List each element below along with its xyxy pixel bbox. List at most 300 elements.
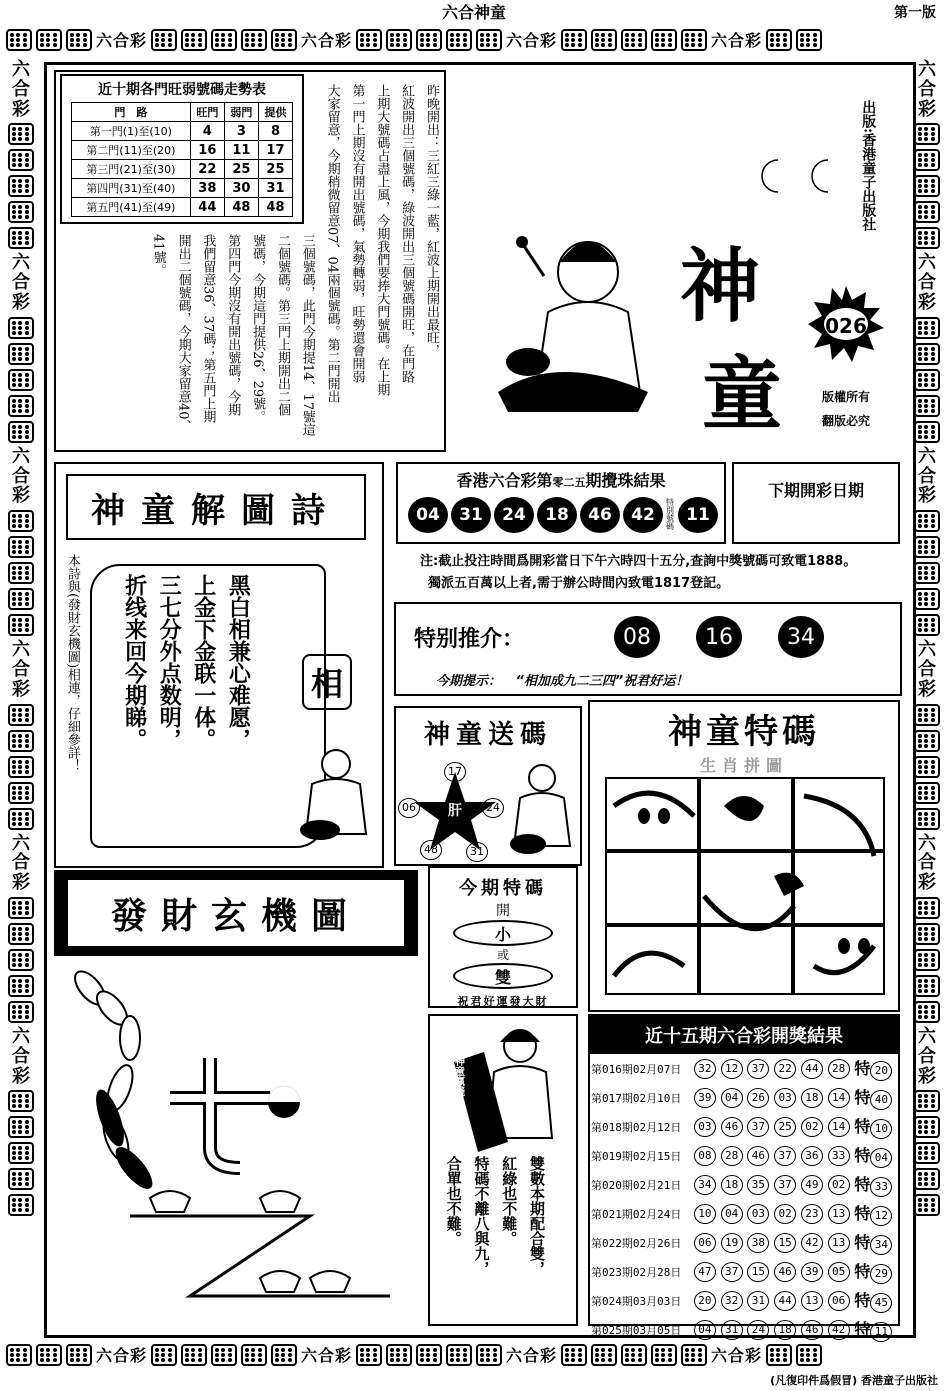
special-code-title: 神童特碼 bbox=[668, 712, 820, 752]
dot-tile-icon bbox=[914, 704, 940, 726]
analysis-column: 第一門上期沒有開出號碼，氣勢轉弱，旺勢還會開弱 bbox=[349, 84, 365, 383]
result-number: 37 bbox=[747, 1117, 769, 1137]
result-number: 38 bbox=[747, 1233, 769, 1253]
result-number: 18 bbox=[721, 1175, 743, 1195]
result-number: 13 bbox=[801, 1291, 823, 1311]
dot-tile-icon bbox=[914, 510, 940, 532]
recommend-title: 特别推介： bbox=[414, 626, 525, 652]
result-number: 15 bbox=[774, 1233, 796, 1253]
result-number: 02 bbox=[801, 1117, 823, 1137]
result-period: 第016期02月07日 bbox=[591, 1062, 682, 1076]
gift-number: 17 bbox=[444, 762, 466, 782]
dot-tile-icon bbox=[476, 1344, 502, 1366]
gift-number: 48 bbox=[420, 840, 442, 860]
result-special: 29 bbox=[870, 1264, 892, 1284]
dot-tile-icon bbox=[8, 317, 34, 339]
results-table bbox=[590, 1054, 898, 1344]
trend-header: 弱門 bbox=[224, 103, 258, 122]
dot-tile-icon bbox=[476, 29, 502, 51]
recommend-box bbox=[394, 602, 902, 696]
dot-tile-icon bbox=[914, 1001, 940, 1023]
dot-tile-icon bbox=[651, 29, 677, 51]
special-word: 特 bbox=[854, 1175, 871, 1194]
offer-cell: 31 bbox=[258, 179, 292, 198]
dot-tile-icon bbox=[914, 317, 940, 339]
draw-title-pre: 香港六合彩第 bbox=[456, 471, 553, 490]
dot-tile-icon bbox=[8, 949, 34, 971]
result-number: 31 bbox=[747, 1291, 769, 1311]
result-number: 28 bbox=[721, 1146, 743, 1166]
dot-tile-icon bbox=[914, 614, 940, 636]
dot-tile-icon bbox=[8, 421, 34, 443]
edition-label: 第一版 bbox=[894, 5, 936, 21]
dot-tile-icon bbox=[914, 730, 940, 752]
border-label: 六合彩 bbox=[918, 252, 936, 313]
dot-tile-icon bbox=[8, 149, 34, 171]
dot-tile-icon bbox=[416, 1344, 442, 1366]
dot-tile-icon bbox=[8, 123, 34, 145]
dot-tile-icon bbox=[8, 1194, 34, 1216]
result-special: 45 bbox=[870, 1293, 892, 1313]
weak-cell: 11 bbox=[224, 141, 258, 160]
special-code-box bbox=[588, 700, 900, 1012]
border-label: 六合彩 bbox=[918, 1025, 936, 1087]
left-border bbox=[8, 60, 34, 1216]
table-row bbox=[590, 1228, 898, 1257]
dot-tile-icon bbox=[8, 756, 34, 778]
dot-tile-icon bbox=[591, 1344, 617, 1366]
weak-cell: 48 bbox=[224, 198, 258, 217]
door-cell: 第五門(41)至(49) bbox=[72, 198, 191, 217]
result-number: 42 bbox=[801, 1233, 823, 1253]
hint-label: 今期提示： bbox=[436, 674, 502, 689]
border-label: 六合彩 bbox=[12, 252, 30, 313]
special-word: 特 bbox=[854, 1320, 871, 1339]
result-number: 03 bbox=[694, 1117, 716, 1137]
result-period: 第021期02月24日 bbox=[591, 1207, 682, 1221]
result-number: 13 bbox=[828, 1233, 850, 1253]
boy-small-icon bbox=[290, 744, 376, 844]
result-number: 04 bbox=[694, 1320, 716, 1340]
result-number: 46 bbox=[747, 1146, 769, 1166]
poem-side-note: 本詩與(發財玄機圖)相連，仔細參詳！ bbox=[64, 554, 80, 773]
recommend-number: 16 bbox=[696, 616, 742, 658]
dot-tile-icon bbox=[621, 29, 647, 51]
dot-tile-icon bbox=[211, 29, 237, 51]
offer-cell: 48 bbox=[258, 198, 292, 217]
draw-ball: 24 bbox=[494, 497, 534, 533]
result-number: 39 bbox=[801, 1262, 823, 1282]
table-row bbox=[590, 1112, 898, 1141]
dot-tile-icon bbox=[914, 975, 940, 997]
result-number: 24 bbox=[747, 1320, 769, 1340]
dot-tile-icon bbox=[66, 29, 92, 51]
recommend-number: 08 bbox=[614, 616, 660, 658]
result-number: 03 bbox=[747, 1204, 769, 1224]
result-number: 18 bbox=[774, 1320, 796, 1340]
poem-line: 上金下金联一体。 bbox=[190, 574, 217, 750]
special-label: 特別號碼 bbox=[666, 498, 674, 531]
door-cell: 第一門(1)至(10) bbox=[72, 122, 191, 141]
border-label: 六合彩 bbox=[506, 1346, 558, 1365]
dot-tile-icon bbox=[356, 1344, 382, 1366]
dot-tile-icon bbox=[914, 395, 940, 417]
results-box bbox=[588, 1014, 900, 1339]
dot-tile-icon bbox=[681, 29, 707, 51]
border-label: 六合彩 bbox=[711, 31, 763, 50]
special-word: 特 bbox=[854, 1117, 871, 1136]
dot-tile-icon bbox=[914, 808, 940, 830]
dot-tile-icon bbox=[914, 923, 940, 945]
analysis-column: 上期大號碼占盡上風，今期我們要捧大門號碼。在上期 bbox=[374, 84, 390, 396]
border-label: 六合彩 bbox=[918, 59, 936, 120]
boy-banner-text: 神童贏錢手 bbox=[452, 1056, 464, 1106]
result-number: 42 bbox=[828, 1320, 850, 1340]
result-number: 37 bbox=[721, 1262, 743, 1282]
issue-badge: 026 bbox=[825, 314, 867, 338]
dot-tile-icon bbox=[8, 704, 34, 726]
dot-tile-icon bbox=[8, 730, 34, 752]
trend-header: 門 路 bbox=[72, 103, 191, 122]
dot-tile-icon bbox=[8, 1090, 34, 1112]
special-word: 特 bbox=[854, 1088, 871, 1107]
recommend-number: 34 bbox=[778, 616, 824, 658]
dot-tile-icon bbox=[8, 536, 34, 558]
poem-char: 相 bbox=[302, 654, 352, 710]
border-label: 六合彩 bbox=[918, 445, 936, 507]
dot-tile-icon bbox=[914, 175, 940, 197]
draw-ball: 18 bbox=[537, 497, 577, 533]
result-period: 第020期02月21日 bbox=[591, 1178, 682, 1192]
gift-title: 神童送碼 bbox=[423, 720, 552, 750]
result-number: 46 bbox=[801, 1320, 823, 1340]
dot-tile-icon bbox=[796, 29, 822, 51]
result-number: 37 bbox=[774, 1146, 796, 1166]
result-number: 32 bbox=[694, 1059, 716, 1079]
dot-tile-icon bbox=[914, 201, 940, 223]
result-number: 06 bbox=[828, 1291, 850, 1311]
dot-tile-icon bbox=[8, 614, 34, 636]
result-special: 40 bbox=[870, 1090, 892, 1110]
analysis-column: 二個號碼。第三門上期開出二個 bbox=[274, 234, 290, 416]
weak-cell: 30 bbox=[224, 179, 258, 198]
strong-cell: 4 bbox=[190, 122, 224, 141]
dot-tile-icon bbox=[271, 29, 297, 51]
today-footer: 祝君好運發大財 bbox=[457, 995, 549, 1008]
dot-tile-icon bbox=[181, 29, 207, 51]
result-period: 第024期03月03日 bbox=[591, 1294, 682, 1308]
result-number: 05 bbox=[828, 1262, 850, 1282]
result-number: 33 bbox=[828, 1146, 850, 1166]
dot-tile-icon bbox=[914, 123, 940, 145]
result-number: 36 bbox=[801, 1146, 823, 1166]
analysis-column: 昨晚開出：三紅三綠一藍，紅波上期開出最旺， bbox=[424, 84, 439, 357]
gift-box bbox=[394, 706, 582, 866]
analysis-column: 紅波開出三個號碼，綠波開出三個號碼開旺，在門路 bbox=[399, 84, 415, 383]
dot-tile-icon bbox=[241, 1344, 267, 1366]
dot-tile-icon bbox=[796, 1344, 822, 1366]
result-number: 19 bbox=[721, 1233, 743, 1253]
result-number: 13 bbox=[828, 1204, 850, 1224]
tip-column: 特碼不離八與九， bbox=[472, 1156, 491, 1276]
analysis-column: 號碼，今期這門提供26、29號。 bbox=[250, 234, 266, 424]
today-or: 或 bbox=[496, 948, 509, 962]
draw-ball: 04 bbox=[408, 497, 448, 533]
result-number: 23 bbox=[801, 1204, 823, 1224]
result-number: 44 bbox=[801, 1059, 823, 1079]
dot-tile-icon bbox=[36, 29, 62, 51]
footer-note: (凡復印件爲假冒) 香港童子出版社 bbox=[770, 1374, 938, 1387]
result-number: 37 bbox=[774, 1175, 796, 1195]
result-number: 49 bbox=[801, 1175, 823, 1195]
dot-tile-icon bbox=[8, 369, 34, 391]
trend-header: 提供 bbox=[258, 103, 292, 122]
dot-tile-icon bbox=[914, 756, 940, 778]
result-number: 12 bbox=[721, 1059, 743, 1079]
dot-tile-icon bbox=[914, 536, 940, 558]
border-label: 六合彩 bbox=[12, 832, 30, 894]
dot-tile-icon bbox=[914, 1194, 940, 1216]
table-row bbox=[590, 1257, 898, 1286]
result-number: 28 bbox=[828, 1059, 850, 1079]
border-label: 六合彩 bbox=[96, 31, 148, 50]
door-cell: 第三門(21)至(30) bbox=[72, 160, 191, 179]
gift-number: 24 bbox=[482, 798, 504, 818]
analysis-column: 大家留意，今期稍微留意07、04兩個號碼。第二門開出 bbox=[324, 84, 340, 404]
dot-tile-icon bbox=[8, 175, 34, 197]
result-special: 10 bbox=[870, 1119, 892, 1139]
draw-balls bbox=[398, 491, 724, 533]
result-period: 第023期02月28日 bbox=[591, 1265, 682, 1279]
rights-line-2: 翻版必究 bbox=[822, 414, 871, 428]
analysis-column: 開出二個號碼，今期大家留意40、 bbox=[175, 234, 191, 433]
table-row bbox=[590, 1199, 898, 1228]
table-row bbox=[590, 1286, 898, 1315]
poem-line: 黑白相兼心难愿， bbox=[225, 574, 252, 750]
dot-tile-icon bbox=[8, 227, 34, 249]
special-word: 特 bbox=[854, 1233, 871, 1252]
dot-tile-icon bbox=[8, 510, 34, 532]
offer-cell: 8 bbox=[258, 122, 292, 141]
border-label: 六合彩 bbox=[96, 1346, 148, 1365]
result-special: 04 bbox=[870, 1148, 892, 1168]
draw-ball: 42 bbox=[623, 497, 663, 533]
dot-tile-icon bbox=[914, 1116, 940, 1138]
offer-cell: 17 bbox=[258, 141, 292, 160]
result-number: 34 bbox=[694, 1175, 716, 1195]
next-draw-label: 下期開彩日期 bbox=[767, 481, 864, 500]
border-label: 六合彩 bbox=[711, 1346, 763, 1365]
boy-tips-box bbox=[428, 1014, 578, 1326]
gift-center: 肝 bbox=[448, 803, 462, 819]
result-number: 37 bbox=[747, 1059, 769, 1079]
result-period: 第022期02月26日 bbox=[591, 1236, 682, 1250]
dot-tile-icon bbox=[446, 1344, 472, 1366]
result-number: 03 bbox=[774, 1088, 796, 1108]
dot-tile-icon bbox=[8, 1168, 34, 1190]
today-title: 今期特碼 bbox=[459, 878, 547, 899]
boy-tips-text bbox=[442, 1156, 547, 1322]
publisher-line: 出版:香港童子出版社 bbox=[860, 100, 877, 232]
dot-tile-icon bbox=[6, 29, 32, 51]
strong-cell: 44 bbox=[190, 198, 224, 217]
top-border bbox=[6, 28, 822, 51]
dot-tile-icon bbox=[914, 782, 940, 804]
dot-tile-icon bbox=[241, 29, 267, 51]
tip-column: 合單也不難。 bbox=[444, 1156, 463, 1246]
dot-tile-icon bbox=[8, 897, 34, 919]
border-label: 六合彩 bbox=[301, 31, 353, 50]
result-number: 14 bbox=[828, 1088, 850, 1108]
boy-illustration-icon bbox=[488, 222, 668, 418]
result-number: 14 bbox=[828, 1117, 850, 1137]
poem-box bbox=[54, 462, 384, 868]
special-ball: 11 bbox=[678, 497, 718, 533]
table-row bbox=[590, 1141, 898, 1170]
dot-tile-icon bbox=[8, 1116, 34, 1138]
today-box bbox=[428, 866, 578, 1008]
dot-tile-icon bbox=[914, 421, 940, 443]
logo-shen: 神 bbox=[680, 239, 760, 333]
special-word: 特 bbox=[854, 1146, 871, 1165]
result-number: 20 bbox=[694, 1291, 716, 1311]
dot-tile-icon bbox=[8, 588, 34, 610]
dot-tile-icon bbox=[8, 808, 34, 830]
result-number: 26 bbox=[747, 1088, 769, 1108]
result-special: 11 bbox=[870, 1322, 892, 1342]
dot-tile-icon bbox=[914, 227, 940, 249]
dot-tile-icon bbox=[561, 1344, 587, 1366]
door-cell: 第四門(31)至(40) bbox=[72, 179, 191, 198]
dot-tile-icon bbox=[681, 1344, 707, 1366]
dot-tile-icon bbox=[914, 149, 940, 171]
fortune-title-frame bbox=[54, 870, 418, 956]
dot-tile-icon bbox=[766, 1344, 792, 1366]
strong-cell: 38 bbox=[190, 179, 224, 198]
poem-line: 折线来回今期睇。 bbox=[121, 574, 148, 750]
result-number: 15 bbox=[747, 1262, 769, 1282]
dot-tile-icon bbox=[621, 1344, 647, 1366]
result-period: 第017期02月10日 bbox=[591, 1091, 682, 1105]
offer-cell: 25 bbox=[258, 160, 292, 179]
result-period: 第018期02月12日 bbox=[591, 1120, 682, 1134]
result-number: 39 bbox=[694, 1088, 716, 1108]
dot-tile-icon bbox=[914, 897, 940, 919]
trend-header: 旺門 bbox=[190, 103, 224, 122]
table-row bbox=[590, 1054, 898, 1083]
result-special: 34 bbox=[870, 1235, 892, 1255]
logo-tong: 童 bbox=[702, 347, 782, 441]
next-draw-box bbox=[732, 462, 900, 544]
result-number: 08 bbox=[694, 1146, 716, 1166]
result-number: 32 bbox=[721, 1291, 743, 1311]
result-period: 第025期03月05日 bbox=[591, 1323, 682, 1337]
analysis-column: 41號。 bbox=[150, 234, 166, 277]
special-word: 特 bbox=[854, 1262, 871, 1281]
draw-period: 零二五 bbox=[552, 476, 586, 489]
dot-tile-icon bbox=[591, 29, 617, 51]
dot-tile-icon bbox=[561, 29, 587, 51]
dot-tile-icon bbox=[211, 1344, 237, 1366]
bottom-border bbox=[6, 1343, 822, 1366]
table-row bbox=[590, 1170, 898, 1199]
dot-tile-icon bbox=[416, 29, 442, 51]
special-word: 特 bbox=[854, 1291, 871, 1310]
border-label: 六合彩 bbox=[506, 31, 558, 50]
dot-tile-icon bbox=[914, 562, 940, 584]
dot-tile-icon bbox=[914, 369, 940, 391]
result-number: 47 bbox=[694, 1262, 716, 1282]
dot-tile-icon bbox=[8, 562, 34, 584]
analysis-column: 三個號碼，此門今期提14、17號這 bbox=[299, 234, 315, 437]
dot-tile-icon bbox=[446, 29, 472, 51]
analysis-column: 我們留意36、37碼；第五門上期 bbox=[200, 234, 216, 424]
border-label: 六合彩 bbox=[918, 832, 936, 894]
right-border bbox=[914, 60, 940, 1216]
dot-tile-icon bbox=[8, 343, 34, 365]
result-number: 22 bbox=[774, 1059, 796, 1079]
result-number: 04 bbox=[721, 1204, 743, 1224]
fortune-title: 發財玄機圖 bbox=[68, 880, 404, 946]
boy-gift-icon bbox=[504, 760, 578, 860]
rights-line-1: 版權所有 bbox=[822, 390, 871, 404]
table-row bbox=[590, 1083, 898, 1112]
special-code-subtitle: 生肖拼圖 bbox=[699, 756, 788, 775]
today-open: 開 bbox=[496, 903, 510, 919]
draw-result-box bbox=[396, 462, 726, 544]
result-number: 35 bbox=[747, 1175, 769, 1195]
recommend-numbers bbox=[596, 616, 842, 658]
result-number: 46 bbox=[721, 1117, 743, 1137]
dot-tile-icon bbox=[766, 29, 792, 51]
result-special: 33 bbox=[870, 1177, 892, 1197]
strong-cell: 22 bbox=[190, 160, 224, 179]
draw-title-post: 期攪珠結果 bbox=[585, 471, 666, 490]
dot-tile-icon bbox=[8, 923, 34, 945]
border-label: 六合彩 bbox=[12, 59, 30, 120]
dot-tile-icon bbox=[8, 395, 34, 417]
border-label: 六合彩 bbox=[918, 639, 936, 700]
analysis-text bbox=[100, 84, 440, 444]
dot-tile-icon bbox=[914, 588, 940, 610]
dot-tile-icon bbox=[66, 1344, 92, 1366]
tip-column: 雙數本期配合雙， bbox=[528, 1156, 546, 1276]
result-period: 第019期02月15日 bbox=[591, 1149, 682, 1163]
fortune-char bbox=[196, 1048, 266, 1149]
dot-tile-icon bbox=[8, 782, 34, 804]
gift-number: 31 bbox=[466, 842, 488, 862]
special-word: 特 bbox=[854, 1059, 871, 1078]
border-label: 六合彩 bbox=[12, 1025, 30, 1087]
dot-tile-icon bbox=[914, 1142, 940, 1164]
poem-lines bbox=[120, 574, 252, 844]
zodiac-puzzle-icon bbox=[604, 776, 886, 996]
dot-tile-icon bbox=[914, 343, 940, 365]
result-number: 46 bbox=[774, 1262, 796, 1282]
hint-text: “相加成九二三四”祝君好运！ bbox=[515, 674, 689, 689]
strong-cell: 16 bbox=[190, 141, 224, 160]
draw-note-2: 獨派五百萬以上者,需于辦公時間內致電1817登記。 bbox=[428, 576, 730, 591]
today-small: 小 bbox=[453, 920, 553, 946]
poem-title: 神童解圖詩 bbox=[66, 474, 366, 540]
analysis-column: 第四門今期沒有開出號碼，今期 bbox=[225, 234, 241, 416]
cloud-decoration-icon bbox=[758, 152, 848, 200]
result-number: 02 bbox=[828, 1175, 850, 1195]
draw-ball: 31 bbox=[451, 497, 491, 533]
today-even: 雙 bbox=[453, 963, 553, 989]
page-title: 六合神童 bbox=[441, 3, 506, 22]
result-number: 25 bbox=[774, 1117, 796, 1137]
